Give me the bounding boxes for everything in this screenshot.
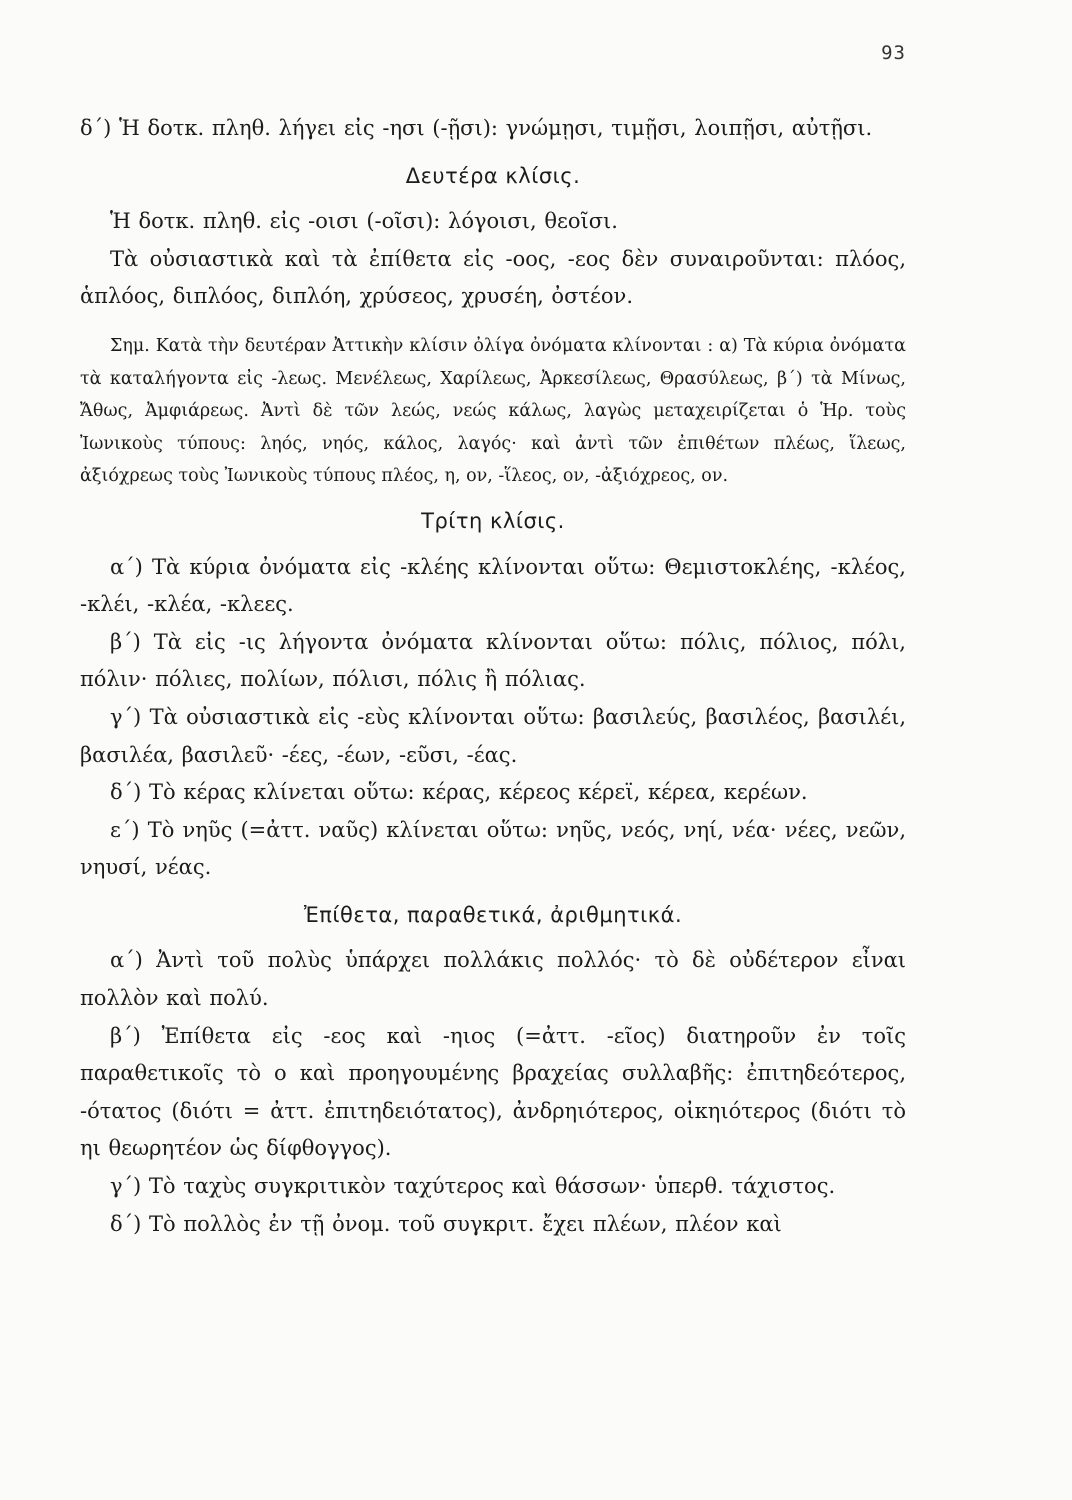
- paragraph-uncontracted-forms: Τὰ οὐσιαστικὰ καὶ τὰ ἐπίθετα εἰς -οος, -εος δὲν συναιροῦνται: πλόος, ἁπλόος, διπλόος, διπλόη, χρύσεος, χρυσέη, ὀστέον.: [80, 246, 906, 309]
- paragraph-dative-plural-second: Ἡ δοτκ. πληθ. εἰς -οισι (-οῖσι): λόγοισι, θεοῖσι.: [110, 209, 618, 234]
- paragraph-adj-delta: δ΄) Τὸ πολλὸς ἐν τῇ ὀνομ. τοῦ συγκριτ. ἔχει πλέων, πλέον καὶ: [110, 1211, 782, 1236]
- page-number: 93: [881, 42, 906, 64]
- note-attic-declension: Σημ. Κατὰ τὴν δευτέραν Ἀττικὴν κλίσιν ὀλίγα ὀνόματα κλίνονται : α) Τὰ κύρια ὀνόματα τὰ καταλήγοντα εἰς -λεως. Μενέλεως, Χαρίλεως, Ἀρκεσίλεως, Θρασύλεως, β΄) τὰ Μίνως, Ἄθως, Ἀμφιάρεως. Ἀντὶ δὲ τῶν λεώς, νεώς κάλως, λαγὼς μεταχειρίζεται ὁ Ἡρ. τοὺς Ἰωνικοὺς τύπους: ληός, νηός, κάλος, λαγός· καὶ ἀντὶ τῶν ἐπιθέτων πλέως, ἵλεως, ἀξιόχρεως τοὺς Ἰωνικοὺς τύπους πλέος, η, ον, -ἵλεος, ον, -ἀξιόχρεος, ον.: [80, 335, 906, 487]
- paragraph-third-beta: β΄) Τὰ εἰς -ις λήγοντα ὀνόματα κλίνονται οὕτω: πόλις, πόλιος, πόλι, πόλιν· πόλιες, πολίων, πόλισι, πόλις ἢ πόλιας.: [80, 629, 906, 692]
- paragraph-dative-plural-first: δ΄) Ἡ δοτκ. πληθ. λήγει εἰς -ησι (-ῇσι): γνώμῃσι, τιμῇσι, λοιπῇσι, αὐτῇσι.: [80, 116, 873, 140]
- paragraph-third-delta: δ΄) Τὸ κέρας κλίνεται οὕτω: κέρας, κέρεος κέρεϊ, κέρεα, κερέων.: [110, 780, 808, 805]
- section-heading-adjectives: Ἐπίθετα, παραθετικά, ἀριθμητικά.: [303, 902, 683, 927]
- page-body: [80, 110, 906, 1243]
- paragraph-third-gamma: γ΄) Τὰ οὐσιαστικὰ εἰς -εὺς κλίνονται οὕτω: βασιλεύς, βασιλέος, βασιλέι, βασιλέα, βασιλεῦ· -έες, -έων, -εῦσι, -έας.: [80, 704, 906, 767]
- paragraph-adj-gamma: γ΄) Τὸ ταχὺς συγκριτικὸν ταχύτερος καὶ θάσσων· ὑπερθ. τάχιστος.: [110, 1174, 836, 1199]
- paragraph-adj-alpha: α΄) Ἀντὶ τοῦ πολὺς ὑπάρχει πολλάκις πολλός· τὸ δὲ οὐδέτερον εἶναι πολλὸν καὶ πολύ.: [80, 948, 906, 1011]
- section-heading-third-declension: Τρίτη κλίσις.: [421, 508, 565, 533]
- paragraph-adj-beta: β΄) Ἐπίθετα εἰς -εος καὶ -ηιος (=ἀττ. -εῖος) διατηροῦν ἐν τοῖς παραθετικοῖς τὸ ο καὶ προηγουμένης βραχείας συλλαβῆς: ἐπιτηδεότερος, -ότατος (διότι = ἀττ. ἐπιτηδειότατος), ἀνδρηιότερος, οἰκηιότερος (διότι τὸ ηι θεωρητέον ὡς δίφθογγος).: [80, 1023, 906, 1161]
- paragraph-third-epsilon: ε΄) Τὸ νηῦς (=ἀττ. ναῦς) κλίνεται οὕτω: νηῦς, νεός, νηί, νέα· νέες, νεῶν, νηυσί, νέας.: [80, 817, 906, 880]
- section-heading-second-declension: Δευτέρα κλίσις.: [405, 163, 581, 188]
- paragraph-third-alpha: α΄) Τὰ κύρια ὀνόματα εἰς -κλέης κλίνονται οὕτω: Θεμιστοκλέης, -κλέος, -κλέι, -κλέα, -κλεες.: [80, 554, 906, 617]
